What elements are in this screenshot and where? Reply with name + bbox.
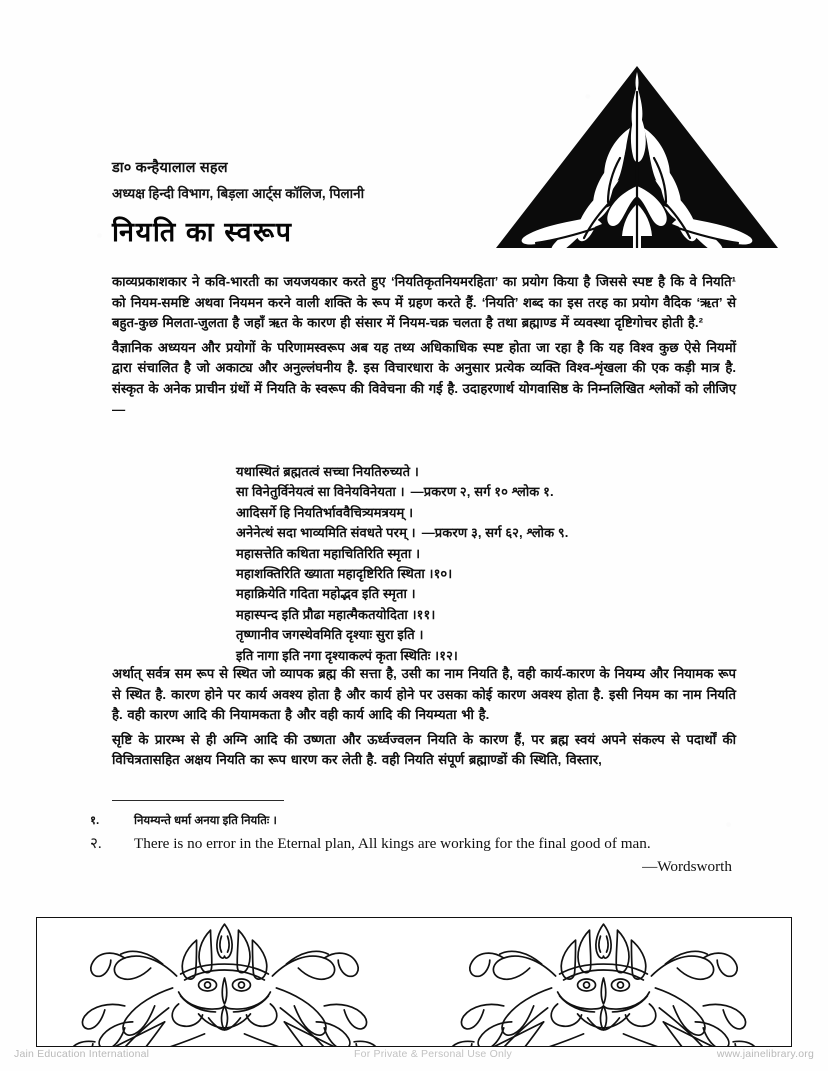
byline <box>112 158 582 204</box>
footnote-text: There is no error in the Eternal plan, All kings are working for the final good of man. <box>134 835 651 852</box>
verse-line <box>236 584 736 604</box>
verse-line <box>236 544 736 564</box>
verse-line <box>236 605 736 625</box>
verse-citation: —प्रकरण २, सर्ग १० श्लोक १. <box>410 484 554 500</box>
verse-line <box>236 646 736 666</box>
page-title: नियति का स्वरूप <box>112 217 293 247</box>
body-text-column-lower <box>112 664 736 774</box>
verse-text: आदिसर्गे हि नियतिर्भाववैचित्र्यमत्रयम् । <box>236 504 414 520</box>
watermark-right: www.jainelibrary.org <box>716 1048 814 1060</box>
verse-citation: —प्रकरण ३, सर्ग ६२, श्लोक ९. <box>421 525 569 541</box>
watermark-left: Jain Education International <box>14 1048 150 1060</box>
footnote-attribution: —Wordsworth <box>642 858 732 875</box>
verse-text: महासत्तेति कथिता महाचितिरिति स्मृता । <box>236 545 421 561</box>
kirtimukha-scrollwork-band <box>36 917 792 1047</box>
footnote-marker: २. <box>90 835 102 852</box>
verse-text: सा विनेतुर्विनेयत्वं सा विनेयविनेयता । <box>236 484 405 500</box>
verse-line <box>236 482 736 502</box>
footnote-text: नियम्यन्ते धर्मा अनया इति नियतिः । <box>134 814 277 827</box>
verse-text: महाशक्तिरिति ख्याता महादृष्टिरिति स्थिता ।१०। <box>236 566 453 582</box>
verse-line <box>236 625 736 645</box>
verse-citation <box>458 648 464 663</box>
watermark-center: For Private & Personal Use Only <box>354 1048 512 1060</box>
verse-citation <box>423 627 429 642</box>
verse-citation <box>416 586 422 601</box>
footnote-separator-rule <box>112 800 284 801</box>
paragraph: अर्थात् सर्वत्र सम रूप से स्थित जो व्यापक ब्रह्म की सत्ता है, उसी का नाम नियति है, वही कार्य-कारण के नियम्य और नियामक रूप से स्थित है. कारण होने पर कार्य अवश्य होता है और कार्य होने पर उसका कोई कारण अवश्य होता है. इसी नियम का नाम नियति है. वही कारण आदि की नियामकता है और वही कार्य आदि की नियम्यता भी है. <box>112 666 736 723</box>
verse-text: तृष्णानीव जगस्थेवमिति दृश्याः सुरा इति । <box>236 627 424 643</box>
body-text-column <box>112 272 736 423</box>
verse-text: यथास्थितं ब्रह्मतत्वं सच्चा नियतिरुच्यते । <box>236 464 419 479</box>
paragraph: वैज्ञानिक अध्ययन और प्रयोगों के परिणामस्वरूप अब यह तथ्य अधिकाधिक स्पष्ट होता जा रहा है कि यह विश्व कुछ ऐसे नियमों द्वारा संचालित है जो अकाट्य और अनुल्लंघनीय है. इस विचारधारा के अनुसार प्रत्येक व्यक्ति विश्व-शृंखला की एक कड़ी मात्र है. संस्कृत के अनेक प्राचीन ग्रंथों में नियति के स्वरूप की विवेचना की गई है. उदाहरणार्थ योगवासिष्ठ के निम्नलिखित श्लोकों को लीजिए— <box>112 339 736 417</box>
verse-citation <box>420 546 426 561</box>
verse-line <box>236 564 736 584</box>
verse-line <box>236 503 736 523</box>
verse-line <box>236 523 736 543</box>
author-affiliation: अध्यक्ष हिन्दी विभाग, बिड़ला आर्ट्स कॉलिज, पिलानी <box>112 185 365 201</box>
sanskrit-verse-block <box>236 462 736 666</box>
verse-citation <box>419 464 425 479</box>
verse-citation <box>452 566 458 581</box>
verse-text: महास्पन्द इति प्रौढा महात्मैकतयोदिता ।११। <box>236 606 436 622</box>
author-name: डा० कन्हैयालाल सहल <box>112 160 228 176</box>
paragraph: सृष्टि के प्रारम्भ से ही अग्नि आदि की उष्णता और ऊर्ध्वज्वलन नियति के कारण हैं, पर ब्रह्म स्वयं अपने संकल्प से पदार्थों की विचित्रतासहित अक्षय नियति का रूप धारण कर लेती है. वही नियति संपूर्ण ब्रह्माण्डों की स्थिति, विस्तार, <box>112 731 736 768</box>
verse-citation <box>435 607 441 622</box>
verse-text: अनेनेत्थं सदा भाव्यमिति संवधते परम् । <box>236 525 416 541</box>
footnote-marker: १. <box>90 814 100 827</box>
footnote-item <box>90 833 740 855</box>
verse-text: इति नागा इति नगा दृश्याकल्पं कृता स्थितिः ।१२। <box>236 647 458 663</box>
footnote-item <box>90 811 740 830</box>
verse-line <box>236 462 736 482</box>
footnote-section <box>90 800 740 876</box>
verse-text: महाक्रियेति गदिता महोद्भव इति स्मृता । <box>236 586 416 602</box>
verse-citation <box>413 505 419 520</box>
paragraph: काव्यप्रकाशकार ने कवि-भारती का जयजयकार करते हुए ‘नियतिकृतनियमरहिता’ का प्रयोग किया है जिससे स्पष्ट है कि वे नियति¹ को नियम-समष्टि अथवा नियमन करने वाली शक्ति के रूप में ग्रहण करते हैं. ‘नियति’ शब्द का इस तरह का प्रयोग वैदिक ‘ऋत’ से बहुत-कुछ मिलता-जुलता है जहाँ ऋत के कारण ही संसार में नियम-चक्र चलता है तथा ब्रह्माण्ड में व्यवस्था दृष्टिगोचर होती है.² <box>112 274 736 331</box>
triangular-floral-ornament <box>492 62 782 252</box>
scan-watermark-footer <box>0 1044 828 1064</box>
